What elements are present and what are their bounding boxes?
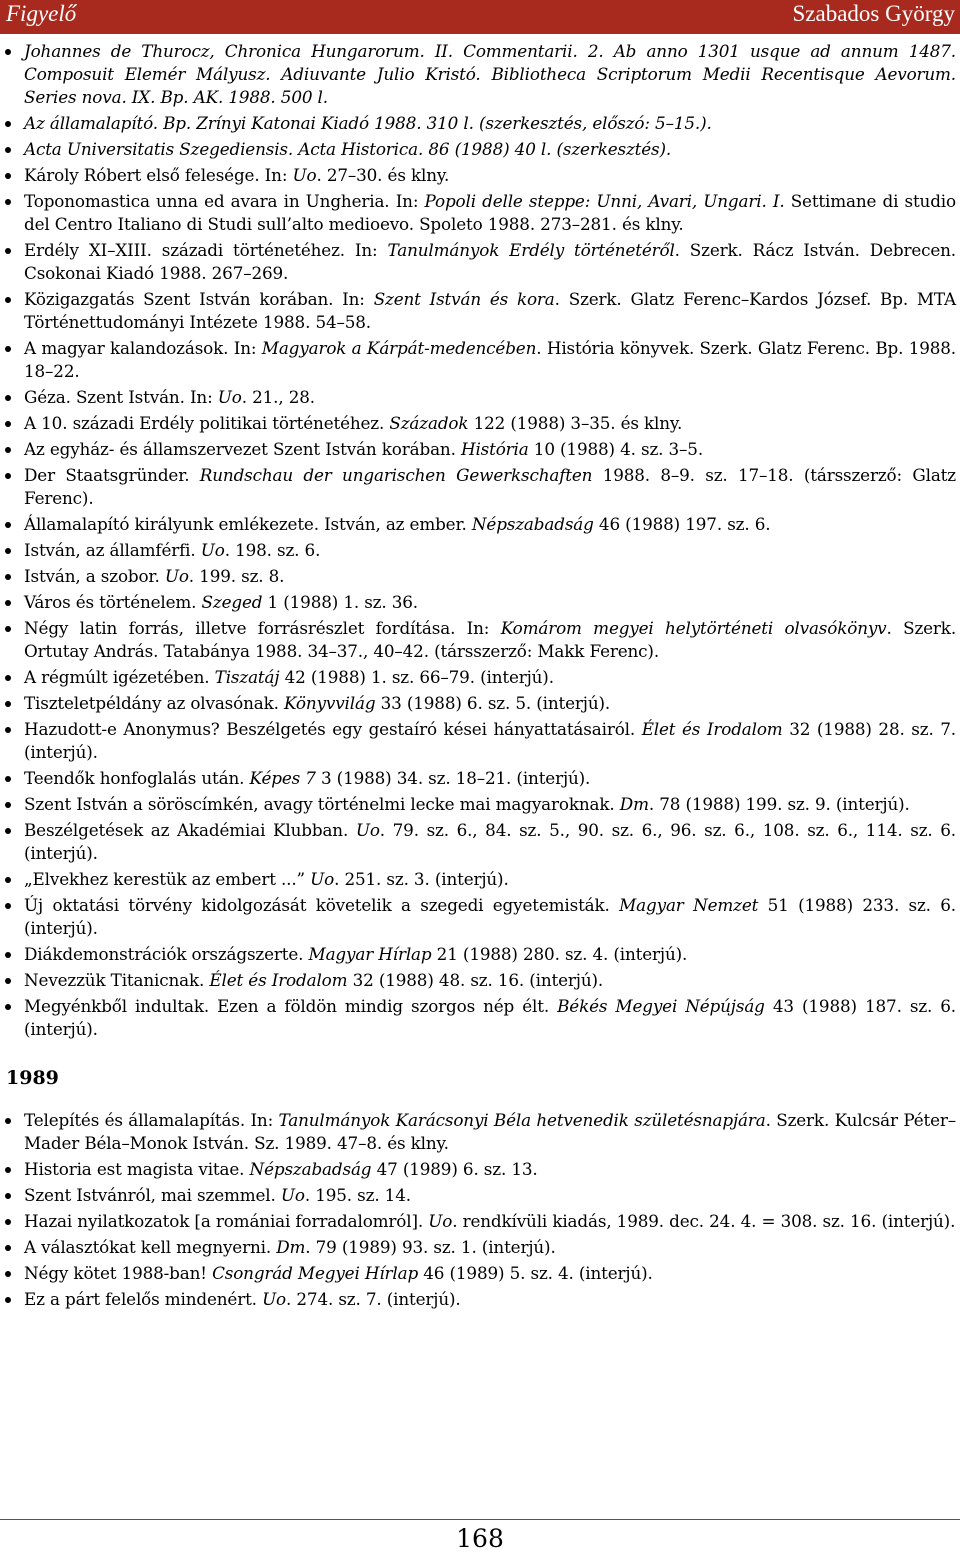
bullet-icon [5,1245,11,1251]
bullet-icon [5,574,11,580]
entry-title-italic: Magyar Nemzet [619,895,759,915]
entry-text: 33 (1988) 6. sz. 5. (interjú). [375,693,611,713]
bullet-icon [5,248,11,254]
entry-text: . 251. sz. 3. (interjú). [334,869,509,889]
entry-text: . 27–30. és klny. [316,165,450,185]
bullet-icon [5,121,11,127]
entry-text: 47 (1989) 6. sz. 13. [371,1159,538,1179]
bibliography-entry [0,894,960,940]
bullet-icon [5,877,11,883]
bibliography-entry [0,591,960,614]
entry-title-italic: Képes 7 [249,768,316,788]
entry-text: „Elvekhez kerestük az embert ...” [24,869,311,889]
entry-text: . 199. sz. 8. [188,566,285,586]
bullet-icon [5,776,11,782]
page-number: 168 [456,1524,504,1553]
footer-divider [0,1519,960,1520]
year-heading: 1989 [6,1067,59,1089]
entry-text: 42 (1988) 1. sz. 66–79. (interjú). [279,667,554,687]
entry-title-italic: Csongrád Megyei Hírlap [212,1263,419,1283]
entry-text: 43 (1988) 187. sz. 6. (interjú). [24,996,956,1039]
entry-title-italic: Uo [262,1289,287,1309]
entry-text: Hazudott-e Anonymus? Beszélgetés egy gestaíró kései hányattatásairól. [24,719,642,739]
entry-text: Négy latin forrás, illetve forrásrészlet fordítása. In: [24,618,501,638]
entry-text: A 10. századi Erdély politikai történetéhez. [24,413,390,433]
entry-text: Tiszteletpéldány az olvasónak. [24,693,284,713]
bullet-icon [5,952,11,958]
entry-text: Szent Istvánról, mai szemmel. [24,1185,281,1205]
bibliography-entry [0,239,960,285]
author-name: Szabados György [792,1,955,26]
bullet-icon [5,297,11,303]
entry-text: 32 (1988) 48. sz. 16. (interjú). [347,970,604,990]
entry-title-italic: Szeged [201,592,263,612]
entry-title-italic: Acta Universitatis Szegediensis. Acta Historica. 86 (1988) 40 l. (szerkesztés). [24,139,672,159]
bullet-icon [5,147,11,153]
entry-title-italic: Békés Megyei Népújság [557,996,765,1016]
entry-title-italic: Tiszatáj [214,667,280,687]
bibliography-entry [0,692,960,715]
entry-title-italic: Dm [276,1237,306,1257]
bibliography-entry [0,793,960,816]
bullet-icon [5,49,11,55]
bullet-icon [5,1219,11,1225]
entry-title-italic: Élet és Irodalom [209,970,348,990]
bibliography-entry [0,718,960,764]
entry-title-italic: Komárom megyei helytörténeti olvasókönyv [500,618,887,638]
bullet-icon [5,1167,11,1173]
entry-text: Beszélgetések az Akadémiai Klubban. [24,820,356,840]
bibliography-entry [0,995,960,1041]
entry-text: . 21., 28. [241,387,315,407]
entry-title-italic: Népszabadság [249,1159,372,1179]
entry-text: . Szerk. Kulcsár Péter–Mader Béla–Monok István. Sz. 1989. 47–8. és klny. [24,1110,956,1153]
section-title: Figyelő [6,1,77,26]
bullet-icon [5,828,11,834]
entry-text: . 78 (1988) 199. sz. 9. (interjú). [648,794,910,814]
bibliography-entry [0,767,960,790]
entry-text: . 198. sz. 6. [224,540,321,560]
entry-title-italic: Uo [292,165,317,185]
bullet-icon [5,727,11,733]
bullet-icon [5,548,11,554]
bullet-icon [5,1271,11,1277]
bibliography-entry [0,943,960,966]
entry-title-italic: Uo [355,820,380,840]
entry-text: . 274. sz. 7. (interjú). [286,1289,461,1309]
bibliography-entry [0,438,960,461]
bullet-icon [5,447,11,453]
bibliography-entry [0,819,960,865]
bibliography-entry [0,1262,960,1285]
entry-text: Károly Róbert első felesége. In: [24,165,293,185]
bullet-icon [5,1297,11,1303]
entry-text: Teendők honfoglalás után. [24,768,250,788]
entry-text: Négy kötet 1988-ban! [24,1263,213,1283]
entry-title-italic: Élet és Irodalom [641,719,783,739]
bullet-icon [5,421,11,427]
entry-text: Megyénkből indultak. Ezen a földön mindig szorgos nép élt. [24,996,558,1016]
entry-title-italic: Uo [200,540,225,560]
entry-title-italic: Uo [164,566,189,586]
bibliography-list-1988 [0,40,960,1041]
bibliography-entry [0,1210,960,1233]
entry-text: Der Staatsgründer. [24,465,200,485]
entry-text: . Szerk. Glatz Ferenc–Kardos József. Bp. MTA Történettudományi Intézete 1988. 54–58. [24,289,956,332]
entry-text: 10 (1988) 4. sz. 3–5. [528,439,704,459]
bibliography-entry [0,1184,960,1207]
bibliography-entry [0,288,960,334]
entry-title-italic: Uo [428,1211,453,1231]
entry-text: 1 (1988) 1. sz. 36. [262,592,418,612]
entry-title-italic: Rundschau der ungarischen Gewerkschaften [199,465,593,485]
entry-title-italic: Tanulmányok Erdély történetéről [387,240,675,260]
entry-text: . 195. sz. 14. [304,1185,411,1205]
entry-title-italic: Magyar Hírlap [308,944,432,964]
bibliography-entry [0,1236,960,1259]
entry-text: 51 (1988) 233. sz. 6. (interjú). [24,895,956,938]
entry-text: Az egyház- és államszervezet Szent István korában. [24,439,461,459]
entry-title-italic: Uo [217,387,242,407]
entry-text: 32 (1988) 28. sz. 7. (interjú). [24,719,956,762]
bullet-icon [5,473,11,479]
entry-text: Közigazgatás Szent István korában. In: [24,289,374,309]
entry-text: Új oktatási törvény kidolgozását követelik a szegedi egyetemisták. [24,895,620,915]
bullet-icon [5,173,11,179]
entry-text: Hazai nyilatkozatok [a romániai forradalomról]. [24,1211,429,1231]
bibliography-entry [0,112,960,135]
entry-title-italic: Századok [389,413,469,433]
entry-text: Ez a párt felelős mindenért. [24,1289,263,1309]
entry-text: . 79. sz. 6., 84. sz. 5., 90. sz. 6., 96. sz. 6., 108. sz. 6., 114. sz. 6. (interjú). [24,820,956,863]
bullet-icon [5,1118,11,1124]
entry-title-italic: Könyvvilág [284,693,376,713]
bibliography-entry [0,1158,960,1181]
bibliography-entry [0,337,960,383]
entry-title-italic: História [460,439,529,459]
bullet-icon [5,626,11,632]
bullet-icon [5,1193,11,1199]
entry-text: Erdély XI–XIII. századi történetéhez. In: [24,240,388,260]
entry-text: . rendkívüli kiadás, 1989. dec. 24. 4. = 308. sz. 16. (interjú). [452,1211,956,1231]
entry-text: A régmúlt igézetében. [24,667,215,687]
entry-text: . Szerk. Ortutay András. Tatabánya 1988. 34–37., 40–42. (társszerző: Makk Ferenc). [24,618,957,661]
entry-text: 21 (1988) 280. sz. 4. (interjú). [431,944,688,964]
entry-title-italic: Johannes de Thurocz, Chronica Hungarorum. II. Commentarii. 2. Ab anno 1301 usque ad annum 1487. Composuit Elemér Mályusz. Adiuvante Julio Kristó. Bibliotheca Scriptorum Medii Recentisque Aevorum. Series nova. IX. Bp. AK. 1988. 500 l. [24,41,956,107]
page-header [0,0,960,34]
entry-text: Szent István a söröscímkén, avagy történelmi lecke mai magyaroknak. [24,794,620,814]
entry-text: 1988. 8–9. sz. 17–18. (társszerző: Glatz Ferenc). [24,465,956,508]
entry-text: Historia est magista vitae. [24,1159,250,1179]
bibliography-list-1989 [0,1109,960,1311]
entry-text: István, a szobor. [24,566,165,586]
entry-text: Város és történelem. [24,592,202,612]
entry-text: Államalapító királyunk emlékezete. István, az ember. [24,514,472,534]
entry-text: Géza. Szent István. In: [24,387,218,407]
bibliography-entry [0,138,960,161]
bibliography-entry [0,1288,960,1311]
bibliography-entry [0,539,960,562]
bibliography-entry [0,190,960,236]
entry-text: A magyar kalandozások. In: [24,338,262,358]
bibliography-entry [0,1109,960,1155]
bullet-icon [5,903,11,909]
entry-text: Settimane di studio del Centro Italiano di Studi sull’alto medioevo. Spoleto 1988. 273–281. és klny. [24,191,956,234]
bibliography-entry [0,412,960,435]
bullet-icon [5,978,11,984]
bibliography-entry [0,513,960,536]
bibliography-entry [0,666,960,689]
bibliography-entry [0,565,960,588]
entry-text: 46 (1989) 5. sz. 4. (interjú). [418,1263,653,1283]
bullet-icon [5,600,11,606]
entry-text: Telepítés és államalapítás. In: [24,1110,279,1130]
entry-text: Nevezzük Titanicnak. [24,970,210,990]
entry-title-italic: Az államalapító. Bp. Zrínyi Katonai Kiadó 1988. 310 l. (szerkesztés, előszó: 5–15.). [24,113,712,133]
bibliography-entry [0,617,960,663]
entry-text: István, az államférfi. [24,540,201,560]
entry-text: . Szerk. Rácz István. Debrecen. Csokonai Kiadó 1988. 267–269. [24,240,956,283]
entry-title-italic: Uo [280,1185,305,1205]
entry-text: . História könyvek. Szerk. Glatz Ferenc. Bp. 1988. 18–22. [24,338,956,381]
entry-text: Toponomastica unna ed avara in Ungheria. In: [24,191,425,211]
entry-text: 3 (1988) 34. sz. 18–21. (interjú). [315,768,591,788]
bullet-icon [5,199,11,205]
bibliography-entry [0,868,960,891]
entry-title-italic: Uo [310,869,335,889]
bibliography-entry [0,464,960,510]
bibliography-entry [0,40,960,109]
bibliography [0,40,960,1314]
bullet-icon [5,802,11,808]
entry-text: . 79 (1989) 93. sz. 1. (interjú). [305,1237,556,1257]
bullet-icon [5,1004,11,1010]
entry-title-italic: Dm [619,794,649,814]
bullet-icon [5,522,11,528]
entry-title-italic: Magyarok a Kárpát-medencében [261,338,537,358]
bibliography-entry [0,164,960,187]
bibliography-entry [0,969,960,992]
entry-title-italic: Tanulmányok Karácsonyi Béla hetvenedik születésnapjára [278,1110,766,1130]
entry-title-italic: Popoli delle steppe: Unni, Avari, Ungari. I. [424,191,791,211]
bibliography-entry [0,386,960,409]
entry-text: 46 (1988) 197. sz. 6. [593,514,771,534]
entry-text: Diákdemonstrációk országszerte. [24,944,309,964]
bullet-icon [5,675,11,681]
entry-text: A választókat kell megnyerni. [24,1237,277,1257]
bullet-icon [5,701,11,707]
entry-title-italic: Szent István és kora [373,289,555,309]
bullet-icon [5,395,11,401]
entry-text: 122 (1988) 3–35. és klny. [468,413,683,433]
bullet-icon [5,346,11,352]
entry-title-italic: Népszabadság [471,514,594,534]
